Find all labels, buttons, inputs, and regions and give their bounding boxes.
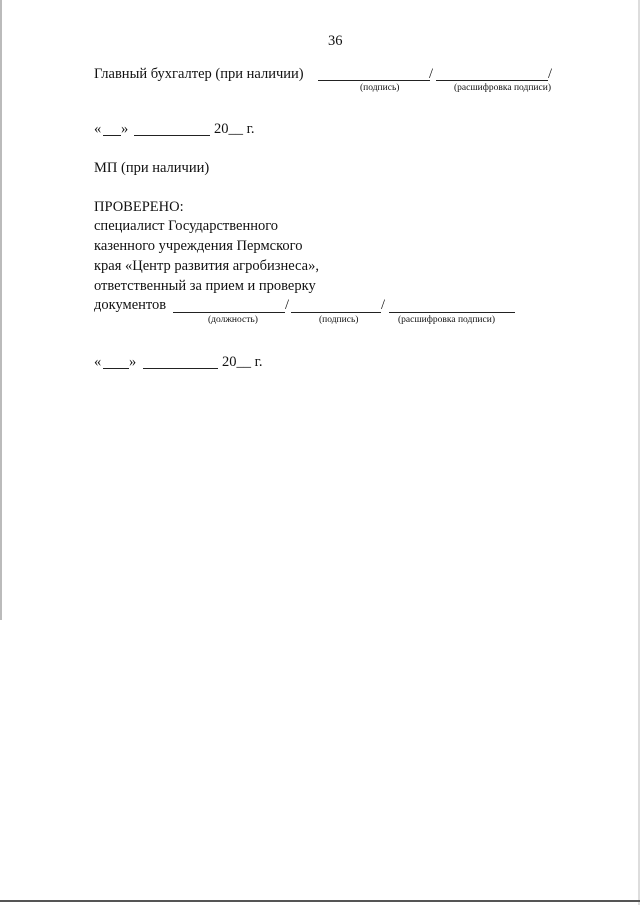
stamp-label: МП (при наличии) — [94, 160, 210, 176]
chief-accountant-slash-1: / — [429, 66, 434, 82]
chief-accountant-signature-line — [318, 80, 430, 81]
date2-close-quote: » — [129, 354, 137, 370]
chief-accountant-caption-signature: (подпись) — [360, 83, 400, 93]
date2-day-line — [103, 368, 129, 369]
verified-line-3: края «Центр развития агробизнеса», — [94, 258, 319, 274]
date2-year: 20__ г. — [222, 354, 263, 370]
verified-decoding-line — [389, 312, 515, 313]
verified-slash-2: / — [381, 297, 386, 313]
date2-open-quote: « — [94, 354, 102, 370]
date1-open-quote: « — [94, 121, 102, 137]
date2-month-line — [143, 368, 218, 369]
chief-accountant-slash-2: / — [548, 66, 553, 82]
verified-caption-position: (должность) — [208, 315, 258, 325]
verified-caption-signature: (подпись) — [319, 315, 359, 325]
chief-accountant-decoding-line — [436, 80, 548, 81]
verified-line-2: казенного учреждения Пермского — [94, 238, 303, 254]
page-number: 36 — [328, 33, 343, 49]
verified-caption-decoding: (расшифровка подписи) — [398, 315, 495, 325]
chief-accountant-label: Главный бухгалтер (при наличии) — [94, 66, 304, 82]
date1-close-quote: » — [121, 121, 129, 137]
verified-position-line — [173, 312, 285, 313]
date1-day-line — [103, 135, 121, 136]
chief-accountant-caption-decoding: (расшифровка подписи) — [454, 83, 551, 93]
verified-slash-1: / — [285, 297, 290, 313]
verified-signature-line — [291, 312, 381, 313]
verified-heading: ПРОВЕРЕНО: — [94, 199, 184, 215]
date1-year: 20__ г. — [214, 121, 255, 137]
verified-last-line: документов — [94, 297, 167, 313]
scan-bottom-edge — [0, 900, 640, 902]
date1-month-line — [134, 135, 210, 136]
verified-line-1: специалист Государственного — [94, 218, 279, 234]
scan-edge-left — [0, 0, 2, 620]
verified-line-4: ответственный за прием и проверку — [94, 278, 316, 294]
